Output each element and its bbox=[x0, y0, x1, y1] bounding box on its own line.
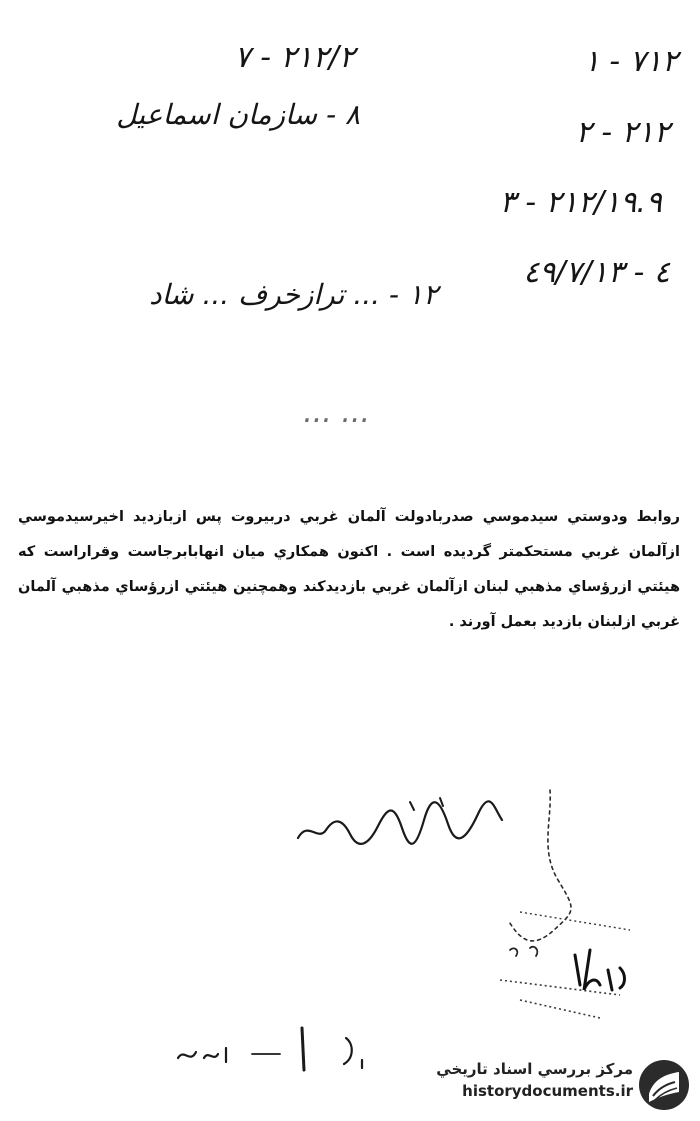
watermark-org-name: مركز بررسي اسناد تاريخي bbox=[436, 1060, 633, 1078]
list-item-4: ٤ - ٤٩/٧/١٣ bbox=[523, 255, 670, 290]
stamp-annotation bbox=[480, 780, 650, 1040]
list-item-1: ٧١٢ - ١ bbox=[583, 44, 678, 79]
signature-scribble bbox=[290, 790, 510, 860]
archive-book-icon bbox=[637, 1058, 691, 1112]
list-item-8: ٨ - سازمان اسماعيل bbox=[116, 98, 360, 131]
list-item-12: ١٢ - ... ترازخرف ... شاد bbox=[149, 278, 438, 311]
watermark-url: historydocuments.ir bbox=[462, 1082, 633, 1100]
faint-handwritten-note: ... ... bbox=[303, 395, 370, 430]
list-item-7: ٢١٢/٢ - ٧ bbox=[234, 40, 355, 75]
watermark-text bbox=[436, 1058, 633, 1102]
list-item-2: ٢١٢ - ٢ bbox=[575, 115, 670, 150]
list-item-3: ٢١٢/١٩.٩ - ٣ bbox=[499, 185, 662, 220]
body-paragraph: روابط ودوستي سيدموسي صدربادولت آلمان غربي دربيروت پس ازبازديد اخيرسيدموسي ازآلمان غربي مستحكمتر گرديده است . اكنون همكاري ميان انهابابرجاست وقراراست كه هيئتي ازرؤساي مذهبي لبنان ازآلمان غربي بازديدكند وهمچنين هيئتي ازرؤساي مذهبي آلمان غربي ازلبنان بازديد بعمل آورند . bbox=[18, 509, 680, 630]
watermark-logo bbox=[405, 1056, 695, 1116]
bottom-handwritten-number bbox=[170, 1018, 380, 1078]
